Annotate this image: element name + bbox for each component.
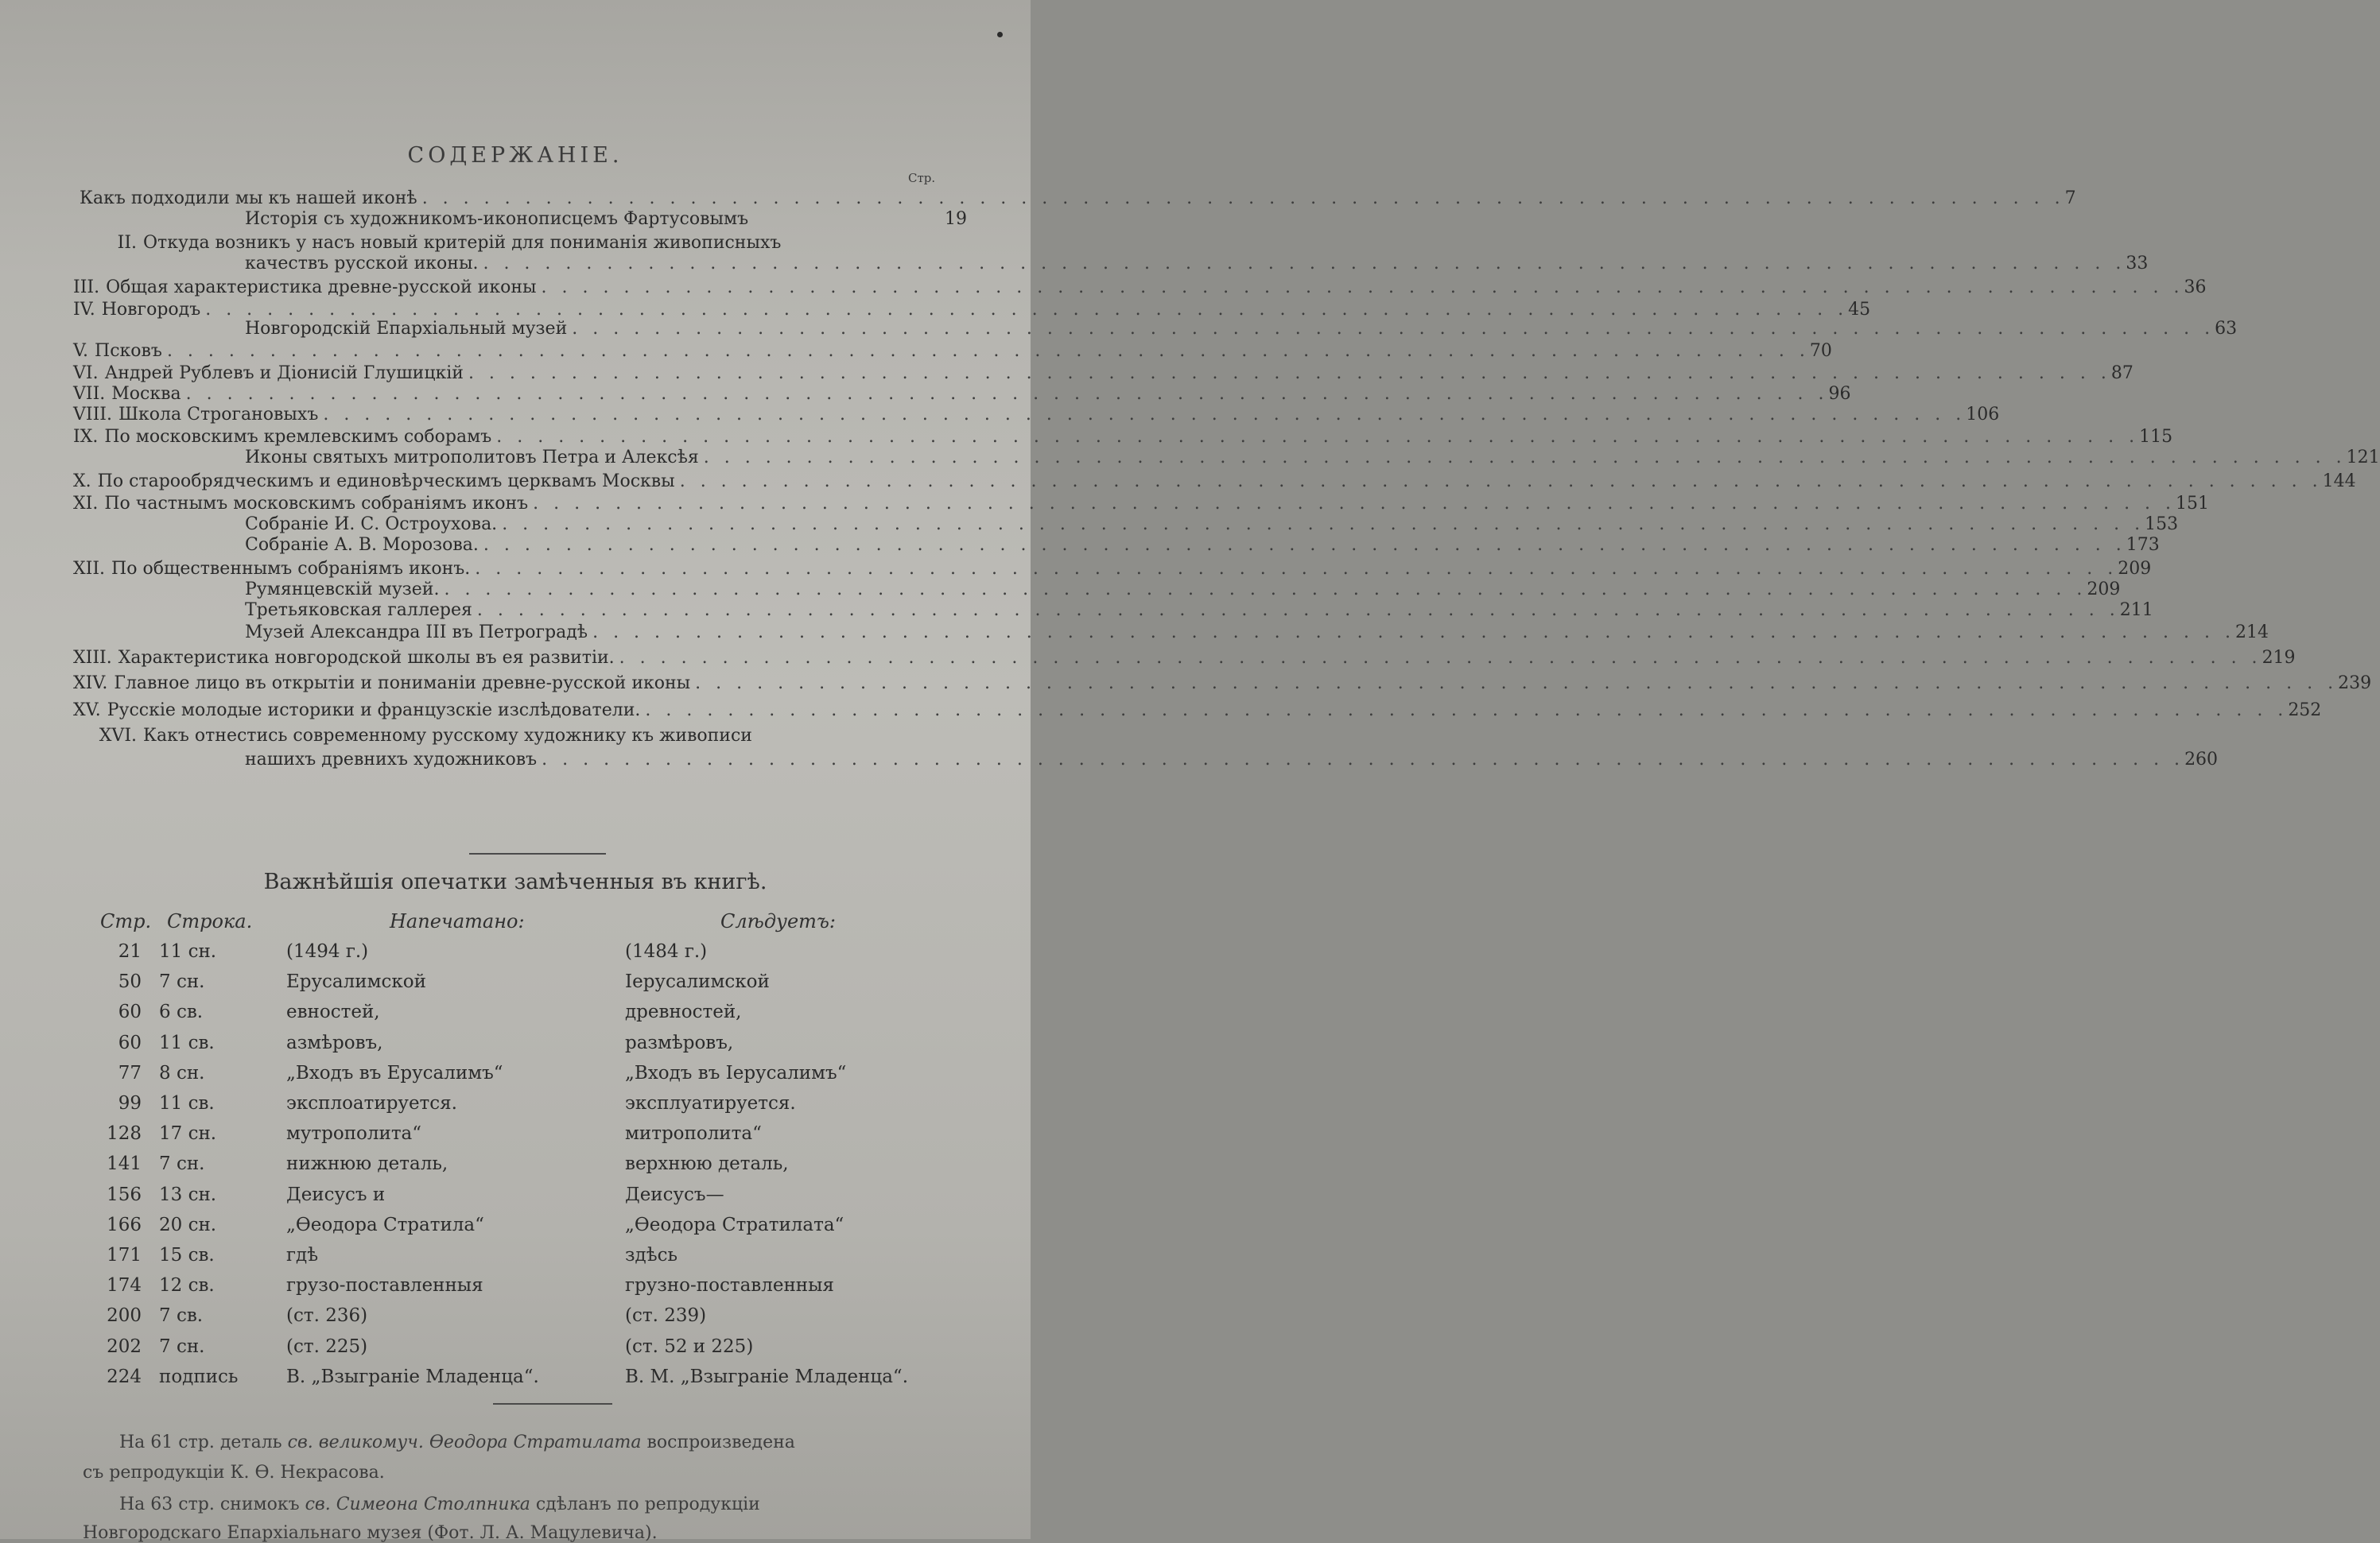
leader-dots: . . . . . . . . . . . . . . . . . . . . . . . . . . . . . . . . . . . . . . . . . . . . . . . . . . . . . . . . . . . . . . . . . . . . . . . . . . . . . . . .	[496, 427, 2140, 447]
toc-entry	[80, 188, 2076, 210]
toc-entry-number: X.	[73, 471, 91, 491]
errata-should: (ст. 239)	[625, 1305, 707, 1326]
errata-printed: „Ѳеодора Стратила“	[286, 1215, 484, 1235]
toc-entry-page: 70	[1809, 341, 1832, 361]
errata-should: „Ѳеодора Стратилата“	[625, 1215, 844, 1235]
errata-page: 21	[118, 941, 142, 962]
toc-entry	[73, 362, 2133, 385]
footnote-text: На 63 стр. снимокъ	[119, 1495, 305, 1514]
errata-header-printed: Напечатано:	[390, 910, 525, 932]
leader-dots: . . . . . . . . . . . . . . . . . . . . . . . . . . . . . . . . . . . . . . . . . . . . . . . . . . . . . . . . . . . . . . . . . . . . . . . . . . . . . . . .	[592, 622, 2235, 642]
errata-row	[0, 1153, 1031, 1179]
toc-entry-text: По частнымъ московскимъ собраніямъ иконъ	[104, 494, 529, 514]
toc-entry	[73, 426, 2173, 448]
errata-line: 11 св.	[159, 1033, 215, 1053]
toc-entry-text: По старообрядческимъ и единовѣрческимъ церквамъ Москвы	[97, 471, 675, 491]
toc-entry-number: VI.	[73, 363, 99, 383]
toc-entry-text: Исторія съ художникомъ-иконописцемъ Фартусовымъ	[245, 209, 749, 229]
errata-row	[0, 1215, 1031, 1240]
footnote-text: Новгородскаго Епархіальнаго музея (Фот. Л. А. Мацулевича).	[83, 1523, 658, 1543]
leader-dots: . . . . . . . . . . . . . . . . . . . . . . . . . . . . . . . . . . . . . . . . . . . . . . . . . . . . . . . . . . . . . . . . . . . . . . . . . . . . . . . .	[483, 254, 2126, 273]
errata-should: эксплуатируется.	[625, 1093, 796, 1114]
leader-dots: . . . . . . . . . . . . . . . . . . . . . . . . . . . . . . . . . . . . . . . . . . . . . . . . . . . . . . . . . . . . . . . . . . . . . . . . . . . . . . . .	[185, 384, 1829, 404]
errata-page: 141	[107, 1153, 142, 1174]
errata-line: 11 сн.	[159, 941, 217, 962]
leader-dots: . . . . . . . . . . . . . . . . . . . . . . . . . . . . . . . . . . . . . . . . . . . . . . . . . . . . . . . . . . . . . . . . . . . . . . . . . . . . . . . .	[645, 700, 2289, 720]
errata-page: 60	[118, 1033, 142, 1053]
toc-entry-page: 214	[2235, 622, 2269, 642]
toc-entry-text: Характеристика новгородской школы въ ея развитіи.	[118, 648, 615, 668]
errata-row	[0, 1033, 1031, 1058]
errata-row	[0, 971, 1031, 997]
leader-dots: . . . . . . . . . . . . . . . . . . . . . . . . . . . . . . . . . . . . . . . . . . . . . . . . . . . . . . . . . . . . . . . . . . . . . . . . . . . . . . . .	[468, 363, 2111, 383]
toc-entry-number: XIII.	[73, 648, 112, 668]
errata-should: (ст. 52 и 225)	[625, 1336, 754, 1357]
toc-entry	[245, 534, 2160, 556]
footnote-text: сдѣланъ по репродукціи	[530, 1495, 760, 1514]
errata-line: 15 св.	[159, 1245, 215, 1266]
toc-entry-text: Главное лицо въ открытіи и пониманіи древне-русской иконы	[114, 673, 691, 693]
toc-entry-text: Третьяковская галлерея	[245, 600, 472, 620]
toc-entry-text: Новгородъ	[101, 300, 201, 320]
errata-line: 6 св.	[159, 1002, 204, 1022]
errata-line: подпись	[159, 1367, 239, 1387]
errata-page: 99	[118, 1093, 142, 1114]
leader-dots: . . . . . . . . . . . . . . . . . . . . . . . . . . . . . . . . . . . . . . . . . . . . . . . . . . . . . . . . . . . . . . . . . . . . . . . . . . . . . . . .	[542, 750, 2185, 770]
errata-line: 13 сн.	[159, 1184, 217, 1205]
toc-entry	[245, 579, 2121, 601]
toc-entry-number: XVI.	[99, 726, 137, 746]
toc-entry-text: Иконы святыхъ митрополитовъ Петра и Алексѣя	[245, 448, 699, 467]
errata-page: 174	[107, 1275, 142, 1296]
toc-entry	[73, 471, 2356, 493]
toc-entry-page: 151	[2176, 494, 2210, 514]
errata-line: 12 св.	[159, 1275, 215, 1296]
leader-dots: . . . . . . . . . . . . . . . . . . . . . . . . . . . . . . . . . . . . . . . . . . . . . . . . . . . . . . . . . . . . . . . . . . . . . . . . . . . . . . . .	[323, 405, 1967, 425]
errata-printed: (ст. 236)	[286, 1305, 368, 1326]
toc-entry	[245, 749, 2219, 771]
toc-entry-number: IV.	[73, 300, 95, 320]
toc-entry-page: 63	[2215, 319, 2238, 339]
footnote-italic: св. великомуч. Ѳеодора Стратилата	[287, 1433, 642, 1452]
contents-title: СОДЕРЖАНІЕ.	[407, 143, 623, 168]
errata-page: 171	[107, 1245, 142, 1266]
errata-line: 17 сн.	[159, 1123, 217, 1144]
toc-entry-page: 115	[2139, 427, 2173, 447]
footnote-line	[119, 1495, 760, 1514]
errata-should: Деисусъ—	[625, 1184, 724, 1205]
leader-dots: . . . . . . . . . . . . . . . . . . . . . . . . . . . . . . . . . . . . . . . . . . . . . . . . . . . . . . . . . . . . . . . . . . . . . . . . . . . . . . . .	[679, 471, 2323, 491]
toc-entry-text: По общественнымъ собраніямъ иконъ.	[111, 559, 471, 579]
divider-bottom	[493, 1403, 612, 1405]
errata-line: 7 сн.	[159, 971, 205, 992]
toc-entry	[245, 514, 2179, 536]
errata-row	[0, 1367, 1031, 1392]
errata-page: 224	[107, 1367, 142, 1387]
errata-page: 77	[118, 1063, 142, 1084]
footnote-line	[83, 1523, 658, 1543]
toc-entry-text: Москва	[111, 384, 181, 404]
errata-printed: евностей,	[286, 1002, 380, 1022]
errata-header-line: Строка.	[167, 910, 253, 932]
toc-entry-text: Собраніе И. С. Остроухова.	[245, 514, 498, 534]
toc-entry	[245, 208, 967, 231]
errata-line: 11 св.	[159, 1093, 215, 1114]
toc-entry-page: 144	[2322, 471, 2356, 491]
toc-entry-number: XII.	[73, 559, 106, 579]
toc-entry-page: 211	[2119, 600, 2153, 620]
errata-should: здѣсь	[625, 1245, 678, 1266]
errata-printed: азмѣровъ,	[286, 1033, 383, 1053]
errata-row	[0, 941, 1031, 967]
toc-entry	[73, 673, 2372, 695]
footnote-line	[83, 1463, 385, 1483]
errata-should: В. М. „Взыграніе Младенца“.	[625, 1367, 909, 1387]
leader-dots: . . . . . . . . . . . . . . . . . . . . . . . . . . . . . . . . . . . . . . . . . . . . . . . . . . . . . . . . . . . . . . . . . . . . . . . . . . . . . . . .	[502, 514, 2145, 534]
toc-entry	[73, 383, 1851, 405]
toc-entry-number: VIII.	[73, 405, 112, 425]
errata-row	[0, 1245, 1031, 1270]
toc-entry-page: 219	[2262, 648, 2296, 668]
toc-entry	[73, 700, 2322, 722]
toc-entry-number: VII.	[73, 384, 106, 404]
errata-page: 166	[107, 1215, 142, 1235]
toc-entry-number: II.	[117, 233, 137, 253]
errata-row	[0, 1002, 1031, 1027]
toc-entry-page: 260	[2184, 750, 2219, 770]
toc-entry	[99, 725, 967, 747]
toc-entry-text: Какъ отнестись современному русскому художнику къ живописи	[143, 726, 752, 746]
errata-line: 7 св.	[159, 1305, 204, 1326]
toc-entry-page: 106	[1966, 405, 2000, 425]
errata-header-should: Слѣдуетъ:	[720, 910, 836, 932]
errata-page: 156	[107, 1184, 142, 1205]
leader-dots: . . . . . . . . . . . . . . . . . . . . . . . . . . . . . . . . . . . . . . . . . . . . . . . . . . . . . . . . . . . . . . . . . . . . . . . . . . . . . . . .	[444, 580, 2087, 599]
errata-should: древностей,	[625, 1002, 742, 1022]
toc-entry-number: XI.	[73, 494, 99, 514]
errata-printed: грузо-поставленныя	[286, 1275, 483, 1296]
leader-dots: . . . . . . . . . . . . . . . . . . . . . . . . . . . . . . . . . . . . . . . . . . . . . . . . . . . . . . . . . . . . . . . . . . . . . . . . . . . . . . . .	[619, 648, 2262, 668]
leader-dots: . . . . . . . . . . . . . . . . . . . . . . . . . . . . . . . . . . . . . . . . . . . . . . . . . . . . . . . . . . . . . . . . . . . . . . . . . . . . . . . .	[572, 319, 2215, 339]
toc-entry-number: III.	[73, 277, 100, 297]
toc-entry	[245, 622, 2269, 644]
errata-title: Важнѣйшія опечатки замѣченныя въ книгѣ.	[263, 870, 767, 894]
errata-page: 60	[118, 1002, 142, 1022]
errata-line: 20 сн.	[159, 1215, 217, 1235]
toc-entry-text: Музей Александра III въ Петроградѣ	[245, 622, 588, 642]
leader-dots: . . . . . . . . . . . . . . . . . . . . . . . . . . . . . . . . . . . . . . . . . . . . . . . . . . . . . . . . . . . . . . . . . . . . . . . . . . . . . . . .	[533, 494, 2176, 514]
errata-row	[0, 1336, 1031, 1362]
leader-dots: . . . . . . . . . . . . . . . . . . . . . . . . . . . . . . . . . . . . . . . . . . . . . . . . . . . . . . . . . . . . . . . . . . . . . . . . . . . . . . . .	[166, 341, 1810, 361]
errata-line: 7 сн.	[159, 1153, 205, 1174]
toc-entry-text: Румянцевскій музей.	[245, 580, 440, 599]
leader-dots: . . . . . . . . . . . . . . . . . . . . . . . . . . . . . . . . . . . . . . . . . . . . . . . . . . . . . . . . . . . . . . . . . . . . . . . . . . . . . . . .	[703, 448, 2347, 467]
errata-printed: гдѣ	[286, 1245, 319, 1266]
errata-should: митрополита“	[625, 1123, 762, 1144]
errata-page: 200	[107, 1305, 142, 1326]
errata-printed: Деисусъ и	[286, 1184, 386, 1205]
toc-entry	[117, 232, 967, 254]
footnote-text: На 61 стр. деталь	[119, 1433, 288, 1452]
toc-entry-text: нашихъ древнихъ художниковъ	[245, 750, 538, 770]
errata-line: 8 сн.	[159, 1063, 205, 1084]
ink-spot	[997, 32, 1003, 37]
errata-printed: „Входъ въ Ерусалимъ“	[286, 1063, 503, 1084]
footnote-italic: св. Симеона Столпника	[305, 1495, 530, 1514]
toc-entry-page: 173	[2126, 535, 2160, 555]
toc-entry-page: 7	[2064, 188, 2076, 208]
toc-entry	[73, 277, 2207, 299]
page-column-header: Стр.	[908, 171, 936, 185]
errata-printed: эксплоатируется.	[286, 1093, 457, 1114]
toc-entry-page: 33	[2126, 254, 2149, 273]
leader-dots: . . . . . . . . . . . . . . . . . . . . . . . . . . . . . . . . . . . . . . . . . . . . . . . . . . . . . . . . . . . . . . . . . . . . . . . . . . . . . . . .	[475, 559, 2118, 579]
toc-entry-number: V.	[73, 341, 89, 361]
leader-dots: . . . . . . . . . . . . . . . . . . . . . . . . . . . . . . . . . . . . . . . . . . . . . . . . . . . . . . . . . . . . . . . . . . . . . . . . . . . . . . . .	[695, 673, 2339, 693]
errata-should: „Входъ въ Іерусалимъ“	[625, 1063, 847, 1084]
toc-entry	[73, 340, 1832, 362]
toc-entry-page: 19	[945, 209, 967, 229]
toc-entry	[73, 647, 2296, 669]
toc-entry-text: Собраніе А. В. Морозова.	[245, 535, 479, 555]
toc-entry-text: Общая характеристика древне-русской иконы	[106, 277, 537, 297]
errata-printed: мутрополита“	[286, 1123, 422, 1144]
toc-entry	[73, 404, 2000, 426]
errata-row	[0, 1184, 1031, 1210]
errata-should: грузно-поставленныя	[625, 1275, 834, 1296]
divider-top	[469, 853, 606, 855]
toc-entry-text: Псковъ	[95, 341, 162, 361]
toc-entry	[245, 599, 2153, 622]
leader-dots: . . . . . . . . . . . . . . . . . . . . . . . . . . . . . . . . . . . . . . . . . . . . . . . . . . . . . . . . . . . . . . . . . . . . . . . . . . . . . . . .	[476, 600, 2120, 620]
errata-header-page: Стр.	[100, 910, 152, 932]
toc-entry-number: XV.	[73, 700, 101, 720]
leader-dots: . . . . . . . . . . . . . . . . . . . . . . . . . . . . . . . . . . . . . . . . . . . . . . . . . . . . . . . . . . . . . . . . . . . . . . . . . . . . . . . .	[421, 188, 2065, 208]
errata-row	[0, 1123, 1031, 1149]
errata-printed: В. „Взыграніе Младенца“.	[286, 1367, 539, 1387]
errata-page: 128	[107, 1123, 142, 1144]
toc-entry-text: По московскимъ кремлевскимъ соборамъ	[104, 427, 492, 447]
errata-page: 50	[118, 971, 142, 992]
leader-dots: . . . . . . . . . . . . . . . . . . . . . . . . . . . . . . . . . . . . . . . . . . . . . . . . . . . . . . . . . . . . . . . . . . . . . . . . . . . . . . . .	[205, 300, 1849, 320]
toc-entry-page: 45	[1848, 300, 1871, 320]
errata-printed: нижнюю деталь,	[286, 1153, 448, 1174]
leader-dots: . . . . . . . . . . . . . . . . . . . . . . . . . . . . . . . . . . . . . . . . . . . . . . . . . . . . . . . . . . . . . . . . . . . . . . . . . . . . . . . .	[541, 277, 2184, 297]
toc-entry	[73, 558, 2152, 580]
errata-should: верхнюю деталь,	[625, 1153, 789, 1174]
errata-printed: (1494 г.)	[286, 941, 369, 962]
errata-line: 7 сн.	[159, 1336, 205, 1357]
errata-row	[0, 1305, 1031, 1331]
toc-entry-text: Откуда возникъ у насъ новый критерій для пониманія живописныхъ	[143, 233, 782, 253]
toc-entry-page: 239	[2338, 673, 2372, 693]
toc-entry-page: 209	[2118, 559, 2152, 579]
footnote-line	[119, 1433, 795, 1452]
errata-row	[0, 1063, 1031, 1088]
footnote-text: воспроизведена	[641, 1433, 795, 1452]
toc-entry-text: качествъ русской иконы.	[245, 254, 479, 273]
toc-entry	[245, 253, 2149, 275]
toc-entry-page: 87	[2110, 363, 2133, 383]
toc-entry-text: Новгородскій Епархіальный музей	[245, 319, 568, 339]
toc-entry	[73, 493, 2210, 515]
toc-entry-page: 96	[1828, 384, 1851, 404]
errata-should: (1484 г.)	[625, 941, 708, 962]
toc-entry-text: Русскіе молодые историки и французскіе изслѣдователи.	[107, 700, 641, 720]
errata-should: размѣровъ,	[625, 1033, 734, 1053]
errata-printed: (ст. 225)	[286, 1336, 368, 1357]
leader-dots: . . . . . . . . . . . . . . . . . . . . . . . . . . . . . . . . . . . . . . . . . . . . . . . . . . . . . . . . . . . . . . . . . . . . . . . . . . . . . . . .	[483, 535, 2126, 555]
toc-entry	[245, 447, 2380, 469]
toc-entry-text: Какъ подходили мы къ нашей иконѣ	[80, 188, 417, 208]
footnote-text: съ репродукціи К. Ѳ. Некрасова.	[83, 1463, 385, 1483]
toc-entry-text: Андрей Рублевъ и Діонисій Глушицкій	[104, 363, 464, 383]
toc-entry-page: 252	[2288, 700, 2322, 720]
toc-entry-page: 153	[2145, 514, 2179, 534]
toc-entry-number: IX.	[73, 427, 99, 447]
toc-entry-number: XIV.	[73, 673, 108, 693]
errata-row	[0, 1275, 1031, 1301]
errata-printed: Ерусалимской	[286, 971, 426, 992]
toc-entry-page: 209	[2087, 580, 2121, 599]
toc-entry-text: Школа Строгановыхъ	[118, 405, 319, 425]
errata-page: 202	[107, 1336, 142, 1357]
toc-entry-page: 121	[2346, 448, 2380, 467]
toc-entry	[245, 318, 2238, 340]
errata-row	[0, 1093, 1031, 1118]
errata-should: Іерусалимской	[625, 971, 770, 992]
toc-entry-page: 36	[2184, 277, 2207, 297]
